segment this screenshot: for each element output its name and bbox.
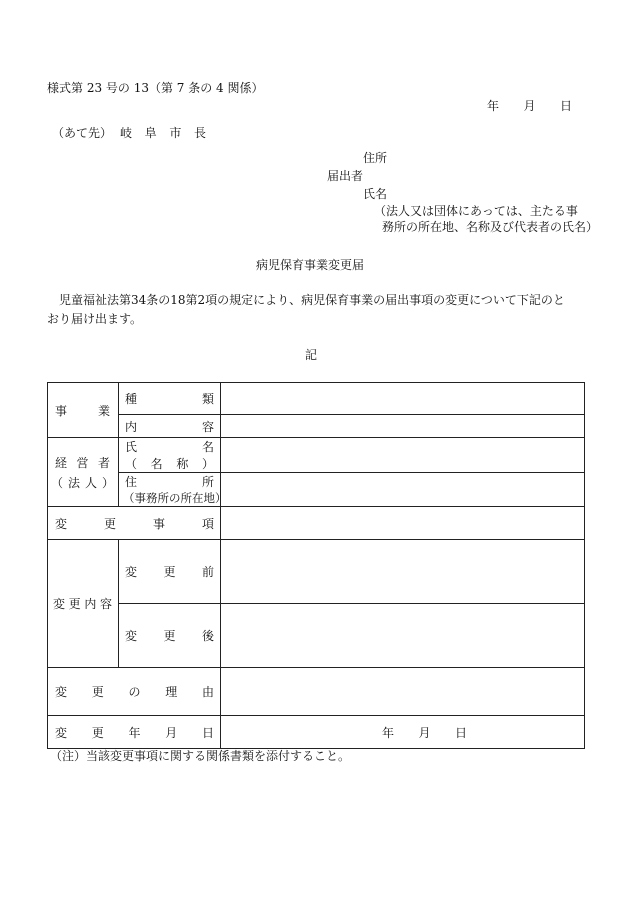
form-number: 様式第 23 号の 13（第 7 条の 4 関係）: [47, 81, 264, 95]
label-char: 氏: [125, 440, 138, 454]
label-char: 法: [67, 475, 80, 490]
addressee-char: 岐: [120, 126, 133, 140]
label-char: 後: [201, 629, 214, 643]
office-address-note: （事務所の所在地）: [123, 491, 227, 505]
business-content-value-cell[interactable]: [221, 415, 585, 438]
row-reason: [48, 668, 585, 716]
body-text-line1: 児童福祉法第34条の18第2項の規定により、病児保育事業の届出事項の変更について下記のと: [59, 293, 565, 307]
form-table: [47, 382, 585, 749]
document-title: 病児保育事業変更届: [256, 258, 365, 272]
name-label: 氏名: [363, 187, 388, 201]
addressee-char: 長: [193, 126, 206, 140]
label-char: 変: [125, 565, 138, 579]
row-operator-address: [48, 473, 585, 507]
addressee-prefix: （あて先）: [52, 126, 113, 140]
label-char: 住: [125, 475, 138, 489]
change-before-label-cell: [119, 540, 221, 604]
row-change-before: [48, 540, 585, 604]
row-change-after: [48, 604, 585, 668]
label-char: の: [128, 685, 141, 699]
operator-name-value-cell[interactable]: [221, 438, 585, 473]
label-char: 更: [91, 685, 104, 699]
date-char: 日: [454, 725, 467, 740]
label-char: ）: [101, 475, 114, 490]
label-char: 更: [163, 565, 176, 579]
label-char: 経: [55, 455, 68, 470]
applicant-note-line1: （法人又は団体にあっては、主たる事: [374, 204, 578, 218]
date-line: [487, 100, 572, 112]
label-char: 名: [150, 457, 163, 471]
ki-heading: 記: [305, 348, 318, 362]
label-char: 理: [165, 685, 178, 699]
row-operator-name: [48, 438, 585, 473]
label-char: 内: [84, 597, 97, 611]
label-char: 更: [103, 516, 116, 531]
label-char: 項: [201, 516, 214, 531]
row-change-item: [48, 507, 585, 540]
label-char: 名: [201, 440, 214, 454]
operator-name-label-cell: [119, 438, 221, 473]
label-char: 更: [91, 725, 104, 740]
addressee-name: [120, 127, 206, 139]
row-business-kind: [48, 383, 585, 415]
label-char: ）: [201, 457, 214, 471]
label-char: 変: [55, 725, 68, 740]
notifier-label: 届出者: [327, 169, 364, 183]
label-char: 事: [152, 516, 165, 531]
label-char: （: [51, 475, 64, 490]
change-content-label-cell: [48, 540, 119, 668]
footnote: （注）当該変更事項に関する関係書類を添付すること。: [50, 749, 351, 763]
business-label-cell: [48, 383, 119, 438]
change-date-label-cell: [48, 716, 221, 749]
date-char: 年: [382, 725, 395, 740]
operator-address-label-cell: [119, 473, 227, 507]
label-char: 人: [84, 475, 97, 490]
label-char: 変: [53, 597, 66, 611]
row-change-date: [48, 716, 585, 749]
change-item-value-cell[interactable]: [221, 507, 585, 540]
change-after-value-cell[interactable]: [221, 604, 585, 668]
label-char: 変: [55, 516, 68, 531]
label-char: 者: [97, 455, 110, 470]
date-year: 年: [487, 99, 500, 113]
applicant-note-line2: 務所の所在地、名称及び代表者の氏名）: [382, 220, 599, 234]
reason-label-cell: [48, 668, 221, 716]
label-char: 前: [201, 565, 214, 579]
label-char: （: [125, 457, 138, 471]
label-char: 所: [201, 475, 214, 489]
label-char: 由: [201, 685, 214, 699]
business-kind-label-cell: [119, 383, 221, 415]
date-month: 月: [523, 99, 536, 113]
label-char: 変: [125, 629, 138, 643]
business-kind-value-cell[interactable]: [221, 383, 585, 415]
change-before-value-cell[interactable]: [221, 540, 585, 604]
label-char: 容: [201, 419, 214, 434]
operator-address-value-cell[interactable]: [221, 473, 585, 507]
label-char: 事: [55, 403, 68, 418]
date-char: 月: [418, 725, 431, 740]
addressee-char: 阜: [144, 126, 157, 140]
label-char: 容: [99, 597, 112, 611]
label-char: 年: [128, 725, 141, 740]
reason-value-cell[interactable]: [221, 668, 585, 716]
change-item-label-cell: [48, 507, 221, 540]
label-char: 類: [201, 392, 214, 406]
label-char: 更: [163, 629, 176, 643]
label-char: 更: [68, 597, 81, 611]
label-char: 種: [125, 392, 138, 406]
body-text-line2: おり届け出ます。: [47, 312, 143, 326]
date-day: 日: [559, 99, 572, 113]
label-char: 日: [201, 725, 214, 740]
addressee-char: 市: [169, 126, 182, 140]
label-char: 業: [97, 403, 110, 418]
business-content-label-cell: [119, 415, 221, 438]
label-char: 月: [165, 725, 178, 740]
label-char: 変: [55, 685, 68, 699]
address-label: 住所: [363, 151, 388, 165]
row-business-content: [48, 415, 585, 438]
label-char: 称: [176, 457, 189, 471]
operator-label-cell: [48, 438, 119, 507]
label-char: 営: [76, 455, 89, 470]
change-date-value-cell[interactable]: [221, 716, 585, 749]
label-char: 内: [125, 419, 138, 434]
change-after-label-cell: [119, 604, 221, 668]
